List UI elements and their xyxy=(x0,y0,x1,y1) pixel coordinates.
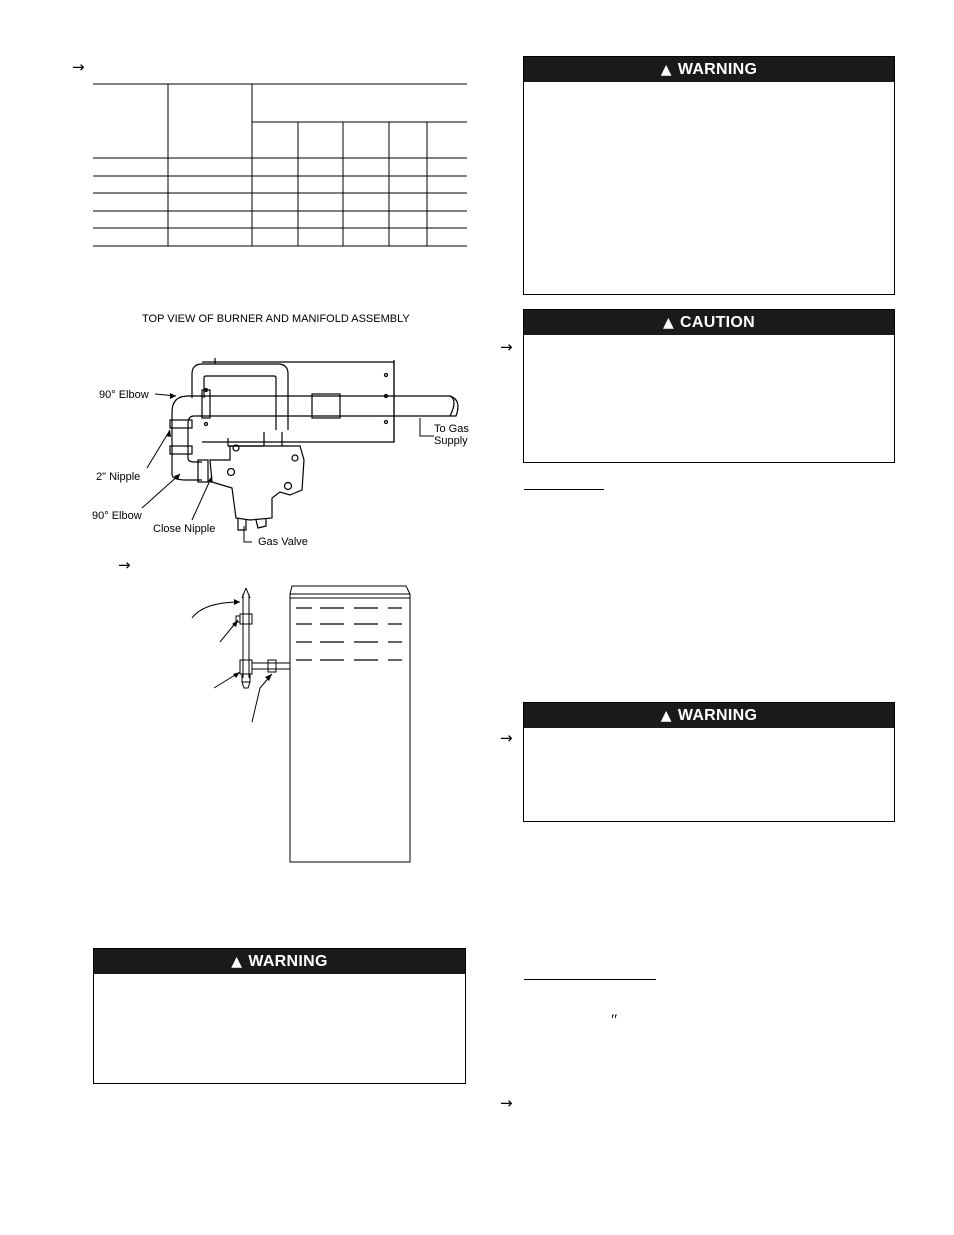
label-elbow-bottom: 90° Elbow xyxy=(92,510,142,522)
caution-label: CAUTION xyxy=(680,313,756,331)
warning-triangle-icon: ▲ xyxy=(660,61,672,78)
warning-label: WARNING xyxy=(677,60,758,78)
warning-triangle-icon: ▲ xyxy=(231,953,243,970)
warning-label: WARNING xyxy=(248,952,328,970)
revision-arrow-bottom: → xyxy=(500,1094,513,1112)
warning-header xyxy=(524,703,894,728)
revision-arrow-caution: → xyxy=(500,338,513,356)
caution-box xyxy=(523,309,895,463)
revision-arrow: → xyxy=(72,58,85,76)
warning-box-left xyxy=(93,948,466,1084)
warning-box-top xyxy=(523,56,895,295)
section-heading-underline xyxy=(524,489,604,490)
warning-triangle-icon: ▲ xyxy=(660,707,672,724)
section-heading-underline-2 xyxy=(524,979,656,980)
furnace-piping-diagram xyxy=(180,580,420,870)
label-gas-valve: Gas Valve xyxy=(258,536,308,548)
label-supply: Supply xyxy=(434,435,468,447)
caution-header xyxy=(524,310,894,335)
label-elbow-top: 90° Elbow xyxy=(99,389,149,401)
figure-caption: TOP VIEW OF BURNER AND MANIFOLD ASSEMBLY xyxy=(142,313,410,325)
label-close-nipple: Close Nipple xyxy=(153,523,216,535)
inch-mark: ″ xyxy=(610,1012,617,1029)
warning-header xyxy=(524,57,894,82)
warning-triangle-icon: ▲ xyxy=(662,314,675,331)
warning-header xyxy=(94,949,465,974)
label-to-gas: To Gas xyxy=(434,423,469,435)
revision-arrow-warning-mid: → xyxy=(500,729,513,747)
revision-arrow-figure2: → xyxy=(118,556,131,574)
burner-manifold-diagram xyxy=(90,350,470,550)
warning-label: WARNING xyxy=(677,706,758,724)
warning-box-middle xyxy=(523,702,895,822)
label-2in-nipple: 2" Nipple xyxy=(96,471,141,483)
data-table xyxy=(90,80,470,252)
